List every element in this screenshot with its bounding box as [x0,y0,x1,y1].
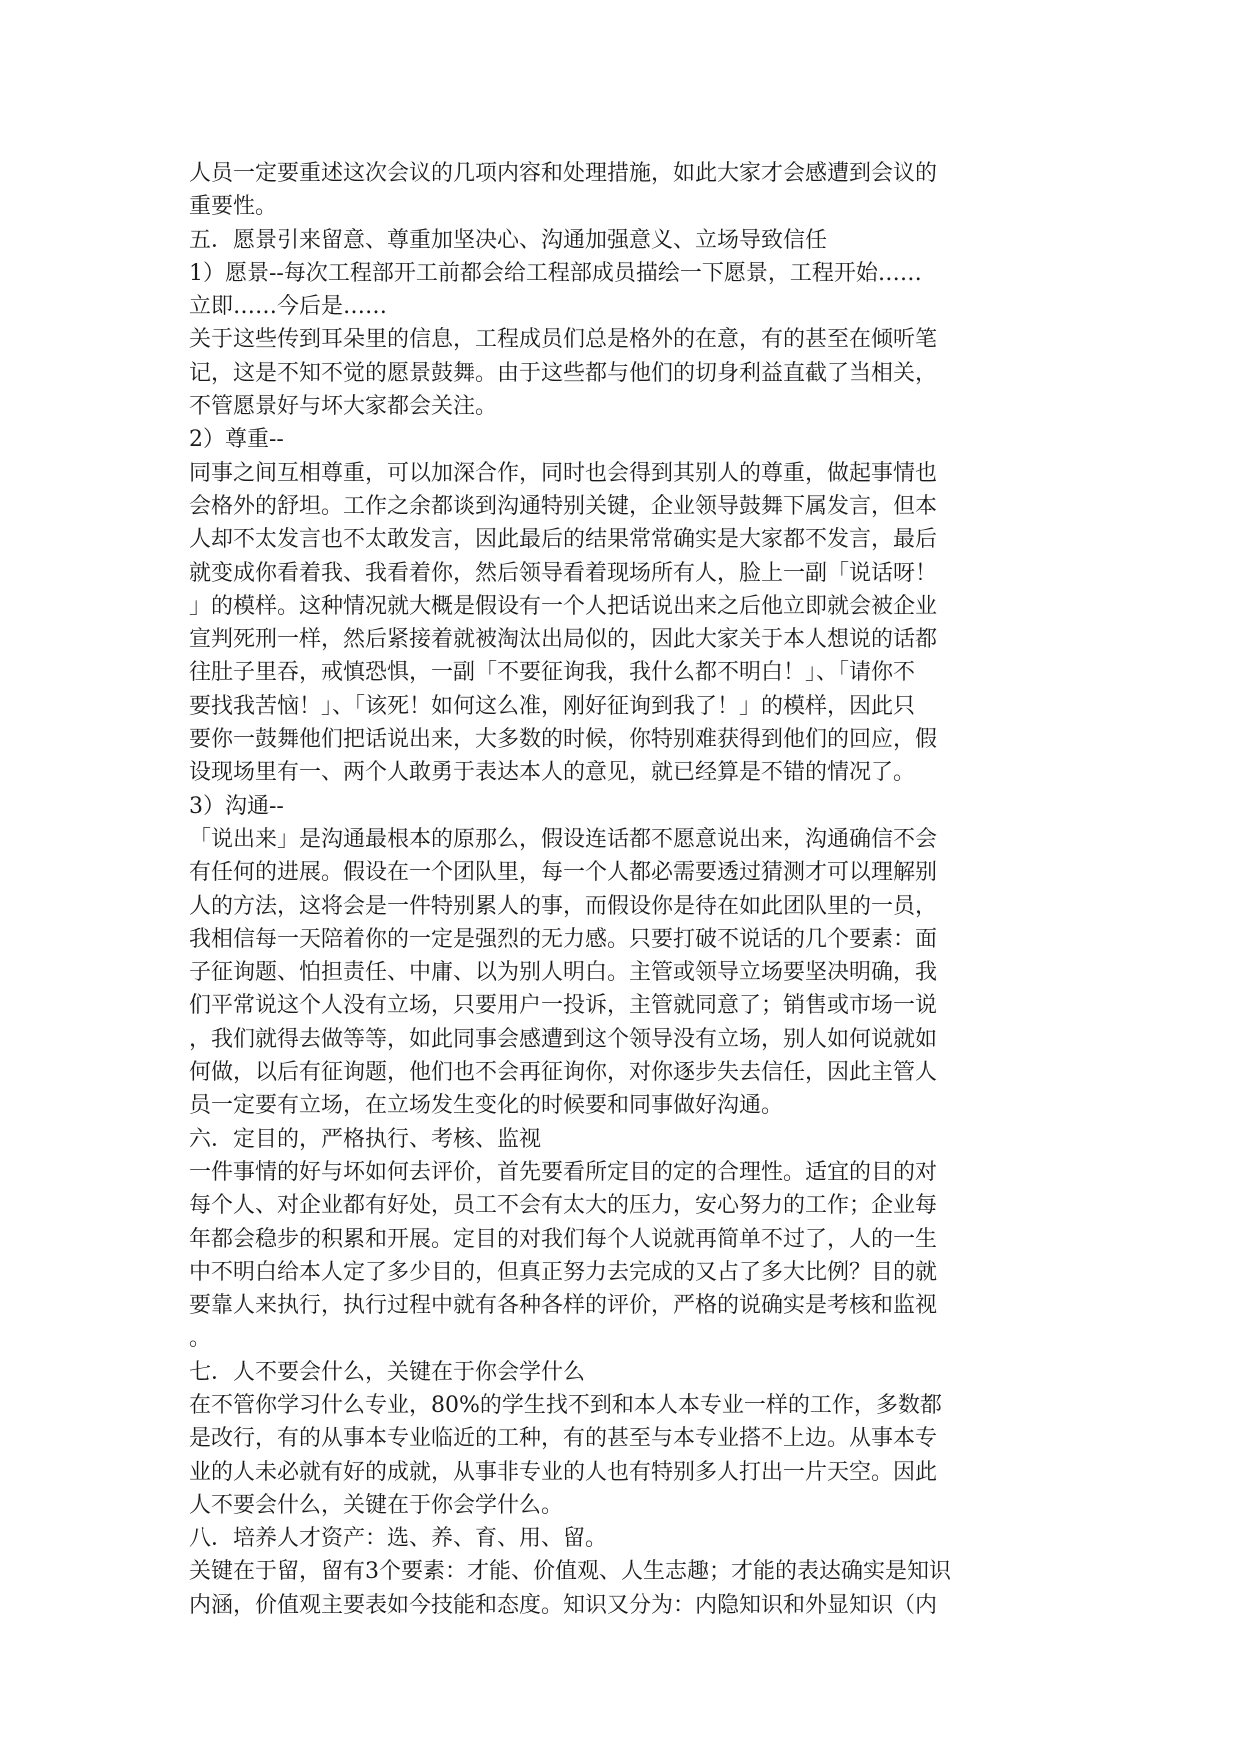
text-line: 六．定目的，严格执行、考核、监视 [189,1126,542,1152]
text-line: 们平常说这个人没有立场，只要用户一投诉，主管就同意了；销售或市场一说 [189,993,938,1019]
text-line: 人却不太发言也不太敢发言，因此最后的结果常常确实是大家都不发言，最后 [189,527,938,553]
text-line: 「说出来」是沟通最根本的原那么，假设连话都不愿意说出来，沟通确信不会 [189,826,938,852]
text-line: 五．愿景引来留意、尊重加坚决心、沟通加强意义、立场导致信任 [189,227,828,253]
text-line: 内涵，价值观主要表如今技能和态度。知识又分为：内隐知识和外显知识（内 [189,1592,938,1618]
text-line: 员一定要有立场，在立场发生变化的时候要和同事做好沟通。 [189,1093,784,1119]
text-line: 2）尊重-- [189,427,284,453]
text-line: 何做，以后有征询题，他们也不会再征询你，对你逐步失去信任，因此主管人 [189,1060,938,1086]
text-line: 要找我苦恼！」、「该死！如何这么准，刚好征询到我了！」的模样，因此只 [189,693,916,719]
text-line: 子征询题、怕担责任、中庸、以为别人明白。主管或领导立场要坚决明确，我 [189,960,938,986]
text-line: 。 [189,1326,212,1352]
text-line: 要你一鼓舞他们把话说出来，大多数的时候，你特别难获得到他们的回应，假 [189,727,938,753]
text-line: 我相信每一天陪着你的一定是强烈的无力感。只要打破不说话的几个要素：面 [189,926,938,952]
text-line: 同事之间互相尊重，可以加深合作，同时也会得到其别人的尊重，做起事情也 [189,460,938,486]
text-line: 人员一定要重述这次会议的几项内容和处理措施，如此大家才会感遭到会议的 [189,161,938,186]
text-line: 会格外的舒坦。工作之余都谈到沟通特别关键，企业领导鼓舞下属发言，但本 [189,493,938,519]
text-line: 不管愿景好与坏大家都会关注。 [189,394,498,420]
text-line: 人的方法，这将会是一件特别累人的事，而假设你是待在如此团队里的一员， [189,893,938,919]
text-line: 每个人、对企业都有好处，员工不会有太大的压力，安心努力的工作；企业每 [189,1193,938,1219]
text-line: 人不要会什么，关键在于你会学什么。 [189,1492,564,1518]
text-line: 宣判死刑一样，然后紧接着就被淘汰出局似的，因此大家关于本人想说的话都 [189,627,938,653]
text-line: 3）沟通-- [189,793,284,819]
text-line: 年都会稳步的积累和开展。定目的对我们每个人说就再简单不过了，人的一生 [189,1226,938,1252]
document-body [189,157,1053,1622]
text-line: 关键在于留，留有3个要素：才能、价值观、人生志趣；才能的表达确实是知识 [189,1559,951,1585]
text-line: 一件事情的好与坏如何去评价，首先要看所定目的定的合理性。适宜的目的对 [189,1159,938,1185]
text-line: 记，这是不知不觉的愿景鼓舞。由于这些都与他们的切身利益直截了当相关， [189,360,938,386]
text-line: ，我们就得去做等等，如此同事会感遭到这个领导没有立场，别人如何说就如 [189,1026,938,1052]
text-line: 有任何的进展。假设在一个团队里，每一个人都必需要透过猜测才可以理解别 [189,860,938,886]
text-line: 设现场里有一、两个人敢勇于表达本人的意见，就已经算是不错的情况了。 [189,760,916,786]
text-line: 关于这些传到耳朵里的信息，工程成员们总是格外的在意，有的甚至在倾听笔 [189,327,938,353]
text-line: 八．培养人才资产：选、养、育、用、留。 [189,1526,608,1552]
text-line: 1）愿景--每次工程部开工前都会给工程部成员描绘一下愿景，工程开始…… [189,260,922,286]
text-line: 就变成你看着我、我看着你，然后领导看着现场所有人，脸上一副「说话呀！ [189,560,938,586]
text-line: 是改行，有的从事本专业临近的工种，有的甚至与本专业搭不上边。从事本专 [189,1426,938,1452]
text-line: 」的模样。这种情况就大概是假设有一个人把话说出来之后他立即就会被企业 [189,593,938,619]
text-line: 七．人不要会什么，关键在于你会学什么 [189,1359,586,1385]
text-line: 立即……今后是…… [189,294,388,320]
text-line: 业的人未必就有好的成就，从事非专业的人也有特别多人打出一片天空。因此 [189,1459,938,1485]
text-line: 重要性。 [189,194,278,220]
text-line: 在不管你学习什么专业，80%的学生找不到和本人本专业一样的工作，多数都 [189,1392,942,1418]
text-line: 要靠人来执行，执行过程中就有各种各样的评价，严格的说确实是考核和监视 [189,1293,938,1319]
text-line: 中不明白给本人定了多少目的，但真正努力去完成的又占了多大比例？目的就 [189,1259,938,1285]
text-line: 往肚子里吞，戒慎恐惧，一副「不要征询我，我什么都不明白！」、「请你不 [189,660,916,686]
